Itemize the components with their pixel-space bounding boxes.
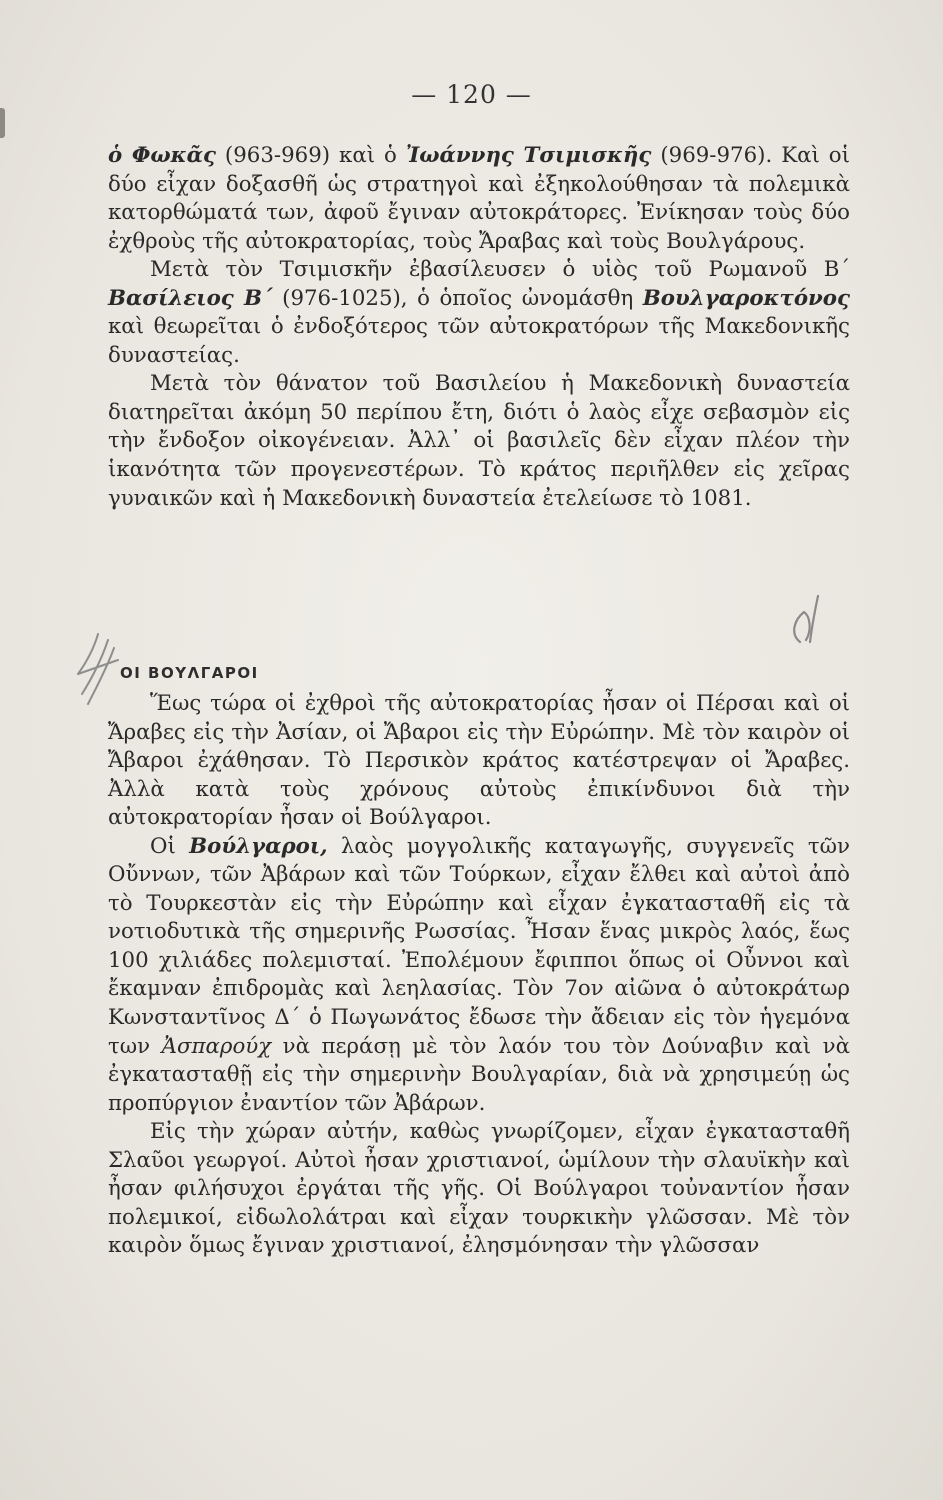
page-number: — 120 — — [411, 80, 532, 109]
text-span: Οἱ — [150, 833, 190, 859]
text-span: Μετὰ τὸν Τσιμισκῆν ἐβασίλευσεν ὁ υἱὸς τοῦ Ρωμανοῦ Β΄ — [150, 257, 850, 283]
paragraph-6: Εἰς τὴν χώραν αὐτήν, καθὼς γνωρίζομεν, εἶχαν ἐγκατασταθῆ Σλαῦοι γεωργοί. Αὐτοὶ ἦσαν χριστιανοί, ὡμίλουν τὴν σλαυϊκὴν καὶ ἦσαν φιλήσυχοι ἐργάται τῆς γῆς. Οἱ Βούλγαροι τοὐναντίον ἦσαν πολεμικοί, εἰδωλολάτραι καὶ εἶχαν τουρκικὴν γλῶσσαν. Μὲ τὸν καιρὸν ὅμως ἔγιναν χριστιανοί, ἐλησμόνησαν τὴν γλῶσσαν — [108, 1119, 850, 1259]
section-heading: ΟΙ ΒΟΥΛΓΑΡΟΙ — [120, 664, 259, 682]
binding-mark — [0, 108, 5, 138]
bold-name-tsimiskis: Ἰωάννης Τσιμισκῆς — [405, 143, 652, 168]
text-block-bottom — [108, 690, 850, 1261]
bold-name-voulgaroi: Βούλγαροι, — [189, 833, 328, 859]
paragraph-1 — [108, 142, 850, 256]
text-span: (969-976). Καὶ οἱ δύο εἶχαν δοξασθῆ ὡς στρατηγοὶ καὶ ἐξηκολούθησαν τὰ πολεμικὰ κατορθώματά των, ἀφοῦ ἔγιναν αὐτοκράτορες. Ἐνίκησαν τοὺς δύο ἐχθροὺς τῆς αὐτοκρατορίας, τοὺς Ἄραβας καὶ τοὺς Βουλγάρους. — [108, 143, 850, 254]
bold-name-fokas: ὁ Φωκᾶς — [108, 143, 216, 168]
bold-name-vasileios: Βασίλειος Β΄ — [108, 285, 273, 311]
paragraph-5 — [108, 833, 850, 1118]
text-block-top — [108, 142, 850, 513]
text-span: νὰ περάσῃ μὲ τὸν λαόν του τὸν Δούναβιν καὶ νὰ ἐγκατασταθῇ εἰς τὴν σημερινὴν Βουλγαρίαν, διὰ νὰ χρησιμεύῃ ὡς προπύργιον ἐναντίον τῶν Ἀβάρων. — [108, 1033, 850, 1116]
paragraph-2 — [108, 256, 850, 370]
bold-name-voulgaroktonos: Βουλγαροκτόνος — [642, 285, 850, 311]
text-span: (963-969) καὶ ὁ — [215, 143, 406, 168]
italic-name-asparouch: Ἀσπαρούχ — [161, 1033, 272, 1059]
paragraph-4: Ἕως τώρα οἱ ἐχθροὶ τῆς αὐτοκρατορίας ἦσαν οἱ Πέρσαι καὶ οἱ Ἄραβες εἰς τὴν Ἀσίαν, οἱ Ἄβαροι εἰς τὴν Εὐρώπην. Μὲ τὸν καιρὸν οἱ Ἄβαροι ἐχάθησαν. Τὸ Περσικὸν κράτος κατέστρεψαν οἱ Ἄραβες. Ἀλλὰ κατὰ τοὺς χρόνους αὐτοὺς ἐπικίνδυνοι διὰ τὴν αὐτοκρατορίαν ἦσαν οἱ Βούλγαροι. — [108, 691, 850, 831]
text-span: (976-1025), ὁ ὁποῖος ὠνομάσθη — [272, 285, 643, 311]
pencil-mark-icon — [760, 590, 830, 650]
paragraph-3: Μετὰ τὸν θάνατον τοῦ Βασιλείου ἡ Μακεδονικὴ δυναστεία διατηρεῖται ἀκόμη 50 περίπου ἔτη, διότι ὁ λαὸς εἶχε σεβασμὸν εἰς τὴν ἔνδοξον οἰκογένειαν. Ἀλλ᾽ οἱ βασιλεῖς δὲν εἶχαν πλέον τὴν ἱκανότητα τῶν προγενεστέρων. Τὸ κράτος περιῆλθεν εἰς χεῖρας γυναικῶν καὶ ἡ Μακεδονικὴ δυναστεία ἐτελείωσε τὸ 1081. — [108, 371, 850, 511]
text-span: καὶ θεωρεῖται ὁ ἐνδοξότερος τῶν αὐτοκρατόρων τῆς Μακεδονικῆς δυναστείας. — [108, 314, 850, 368]
text-span: λαὸς μογγολικῆς καταγωγῆς, συγγενεῖς τῶν Οὔννων, τῶν Ἀβάρων καὶ τῶν Τούρκων, εἶχαν ἔλθει καὶ αὐτοὶ ἀπὸ τὸ Τουρκεστὰν εἰς τὴν Εὐρώπην καὶ εἶχαν ἐγκατασταθῆ εἰς τὰ νοτιοδυτικὰ τῆς σημερινῆς Ρωσσίας. Ἦσαν ἕνας μικρὸς λαός, ἕως 100 χιλιάδες πολεμισταί. Ἐπολέμουν ἔφιπποι ὅπως οἱ Οὖννοι καὶ ἔκαμναν ἐπιδρομὰς καὶ λεηλασίας. Τὸν 7ον αἰῶνα ὁ αὐτοκράτωρ Κωνσταντῖνος Δ΄ ὁ Πωγωνάτος ἔδωσε τὴν ἄδειαν εἰς τὸν ἡγεμόνα των — [108, 833, 850, 1059]
